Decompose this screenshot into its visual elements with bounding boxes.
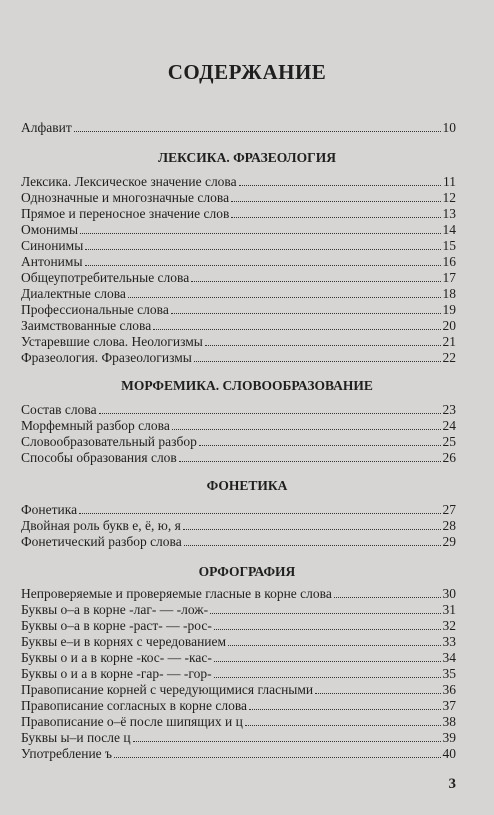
dot-leader [183, 529, 441, 530]
toc-entry-label: Непроверяемые и проверяемые гласные в корне слова [21, 586, 332, 601]
dot-leader [249, 709, 440, 710]
toc-entry-label: Морфемный разбор слова [21, 418, 170, 433]
toc-entry-page: 25 [442, 434, 456, 449]
toc-entry [21, 682, 456, 698]
toc-entry-page: 12 [442, 190, 456, 205]
toc-entry-page: 15 [442, 238, 456, 253]
dot-leader [228, 645, 440, 646]
toc-entry-page: 23 [442, 402, 456, 417]
section-heading-morphemics: МОРФЕМИКА. СЛОВООБРАЗОВАНИЕ [121, 378, 373, 393]
dot-leader [214, 677, 441, 678]
dot-leader [205, 345, 441, 346]
toc-entry-label: Прямое и переносное значение слов [21, 206, 230, 221]
toc-entry [21, 618, 456, 634]
toc-entry-label: Алфавит [21, 120, 72, 135]
toc-entry [21, 318, 456, 334]
toc-entry-page: 14 [442, 222, 456, 237]
toc-entry [21, 534, 456, 550]
dot-leader [179, 461, 441, 462]
toc-entry-label: Правописание корней с чередующимися гласными [21, 682, 314, 697]
toc-entry-page: 31 [442, 602, 456, 617]
toc-entry-label: Буквы о и а в корне -гар- — -гор- [21, 666, 212, 681]
toc-entry [21, 450, 456, 466]
toc-entry [21, 238, 456, 254]
toc-entry-page: 26 [442, 450, 456, 465]
toc-entry [21, 350, 456, 366]
dot-leader [85, 265, 441, 266]
dot-leader [79, 513, 440, 514]
dot-leader [114, 757, 440, 758]
toc-entry-page: 32 [442, 618, 456, 633]
toc-entry-page: 11 [443, 174, 456, 189]
dot-leader [172, 429, 441, 430]
dot-leader [239, 185, 441, 186]
dot-leader [171, 313, 441, 314]
toc-entry-page: 27 [442, 502, 456, 517]
toc-entry-label: Правописание согласных в корне слова [21, 698, 248, 713]
toc-entry-page: 40 [442, 746, 456, 761]
toc-entry-page: 28 [442, 518, 456, 533]
toc-entry-label: Состав слова [21, 402, 97, 417]
toc-entry [21, 206, 456, 222]
toc-entry [21, 586, 456, 602]
toc-entry-label: Однозначные и многозначные слова [21, 190, 230, 205]
toc-entry-page: 34 [442, 650, 456, 665]
toc-entry-label: Антонимы [21, 254, 83, 269]
toc-entry [21, 190, 456, 206]
toc-entry-label: Способы образования слов [21, 450, 177, 465]
toc-entry-label: Буквы о–а в корне -лаг- — -лож- [21, 602, 209, 617]
toc-entry-page: 29 [442, 534, 456, 549]
toc-entry [21, 174, 456, 190]
toc-entry-alphabet [21, 120, 456, 136]
toc-entry-page: 21 [442, 334, 456, 349]
toc-entry-page: 38 [442, 714, 456, 729]
toc-entry [21, 730, 456, 746]
toc-entry-label: Фонетический разбор слова [21, 534, 182, 549]
dot-leader [315, 693, 440, 694]
toc-entry [21, 222, 456, 238]
section-heading-orthography: ОРФОГРАФИЯ [198, 564, 296, 579]
toc-entry-page: 18 [442, 286, 456, 301]
dot-leader [184, 545, 441, 546]
toc-entry-label: Омонимы [21, 222, 79, 237]
toc-entry [21, 634, 456, 650]
section-heading-phonetics: ФОНЕТИКА [206, 478, 288, 493]
dot-leader [99, 413, 441, 414]
toc-entry-label: Общеупотребительные слова [21, 270, 190, 285]
toc-entry-label: Диалектные слова [21, 286, 126, 301]
toc-entry-page: 16 [442, 254, 456, 269]
toc-entry [21, 286, 456, 302]
toc-entry [21, 602, 456, 618]
dot-leader [85, 249, 440, 250]
toc-entry-page: 36 [442, 682, 456, 697]
toc-entry-label: Буквы ы–и после ц [21, 730, 131, 745]
toc-entry-label: Двойная роль букв е, ё, ю, я [21, 518, 181, 533]
toc-entry-label: Устаревшие слова. Неологизмы [21, 334, 203, 349]
toc-entry-label: Лексика. Лексическое значение слова [21, 174, 237, 189]
toc-entry [21, 418, 456, 434]
toc-entry [21, 254, 456, 270]
toc-entry-page: 19 [442, 302, 456, 317]
toc-entry-page: 30 [442, 586, 456, 601]
dot-leader [74, 131, 441, 132]
dot-leader [80, 233, 440, 234]
toc-entry-page: 10 [442, 120, 456, 135]
page-title: СОДЕРЖАНИЕ [167, 60, 327, 84]
toc-entry-label: Словообразовательный разбор [21, 434, 197, 449]
dot-leader [128, 297, 441, 298]
dot-leader [214, 661, 441, 662]
toc-entry [21, 650, 456, 666]
dot-leader [153, 329, 440, 330]
toc-entry [21, 502, 456, 518]
toc-entry [21, 746, 456, 762]
toc-entry [21, 270, 456, 286]
toc-entry-page: 24 [442, 418, 456, 433]
toc-entry [21, 302, 456, 318]
toc-entry [21, 334, 456, 350]
toc-entry [21, 714, 456, 730]
section-heading-lexicon: ЛЕКСИКА. ФРАЗЕОЛОГИЯ [158, 150, 336, 165]
toc-entry-label: Буквы о и а в корне -кос- — -кас- [21, 650, 212, 665]
toc-entry-page: 35 [442, 666, 456, 681]
toc-entry-label: Заимствованные слова [21, 318, 152, 333]
toc-entry [21, 402, 456, 418]
toc-entry-label: Правописание о–ё после шипящих и ц [21, 714, 243, 729]
toc-entry-page: 17 [442, 270, 456, 285]
dot-leader [334, 597, 441, 598]
dot-leader [199, 445, 441, 446]
toc-entry-page: 39 [442, 730, 456, 745]
toc-entry-page: 33 [442, 634, 456, 649]
dot-leader [191, 281, 440, 282]
dot-leader [194, 361, 441, 362]
toc-entry [21, 434, 456, 450]
dot-leader [214, 629, 441, 630]
dot-leader [231, 217, 440, 218]
dot-leader [133, 741, 441, 742]
toc-entry-page: 13 [442, 206, 456, 221]
dot-leader [210, 613, 440, 614]
dot-leader [231, 201, 440, 202]
toc-entry-label: Употребление ъ [21, 746, 113, 761]
dot-leader [245, 725, 441, 726]
toc-entry [21, 666, 456, 682]
toc-entry-label: Фразеология. Фразеологизмы [21, 350, 192, 365]
toc-entry-label: Фонетика [21, 502, 78, 517]
toc-entry [21, 518, 456, 534]
toc-entry [21, 698, 456, 714]
toc-entry-label: Синонимы [21, 238, 84, 253]
page-number: 3 [448, 776, 456, 792]
toc-entry-page: 22 [442, 350, 456, 365]
toc-entry-label: Буквы о–а в корне -раст- — -рос- [21, 618, 212, 633]
toc-entry-page: 37 [442, 698, 456, 713]
toc-entry-label: Буквы е–и в корнях с чередованием [21, 634, 227, 649]
toc-entry-label: Профессиональные слова [21, 302, 169, 317]
toc-entry-page: 20 [442, 318, 456, 333]
